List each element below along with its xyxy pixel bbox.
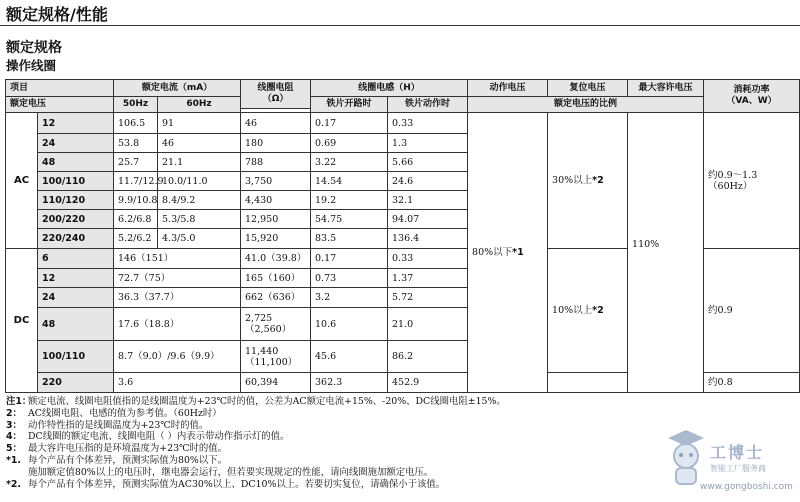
page-title: 额定规格/性能: [6, 5, 108, 24]
ac-current-50hz: 9.9/10.8: [114, 191, 158, 210]
header-power-line2: （VA、W）: [726, 96, 777, 106]
dc-inductance-closed: 86.2: [388, 341, 468, 373]
dc-inductance-closed: 0.33: [388, 249, 468, 269]
ac-inductance-open: 83.5: [311, 229, 388, 249]
dc-coil-resistance: 41.0（39.8）: [241, 249, 311, 269]
dc-inductance-closed: 21.0: [388, 308, 468, 341]
ac-current-60hz: 21.1: [158, 153, 241, 172]
dc-rated-current: 72.7（75）: [114, 269, 241, 288]
must-operate-value: [468, 113, 548, 393]
ac-current-50hz: 5.2/6.2: [114, 229, 158, 249]
dc-rated-current: 146（151）: [114, 249, 241, 269]
must-release-dc-note: *2: [592, 305, 604, 316]
footnote-key: 2：: [6, 407, 22, 419]
dc-inductance-open: 45.6: [311, 341, 388, 373]
must-release-dc-text: 10%以上: [552, 305, 593, 316]
ac-current-60hz: 46: [158, 134, 241, 153]
footnote: [6, 420, 646, 432]
dc-coil-resistance-line1: 11,440: [245, 345, 279, 357]
ac-voltage: 100/110: [38, 172, 114, 191]
dc-coil-resistance: 60,394: [241, 373, 311, 393]
ac-current-50hz: 25.7: [114, 153, 158, 172]
ac-inductance-closed: 1.3: [388, 134, 468, 153]
dc-inductance-open: 0.17: [311, 249, 388, 269]
ac-coil-resistance: 180: [241, 134, 311, 153]
ac-inductance-open: 54.75: [311, 210, 388, 229]
footnote-text: 动作特性指的是线圈温度为+23℃时的值。: [28, 419, 209, 431]
power-ac-line2: （60Hz）: [708, 180, 753, 192]
header-coil-resistance-line2: （Ω）: [262, 94, 289, 104]
must-release-ac-text: 30%以上: [552, 175, 593, 186]
dc-voltage: 6: [38, 249, 114, 269]
ac-coil-resistance: 12,950: [241, 210, 311, 229]
header-armature-open: 铁片开路时: [311, 97, 388, 113]
title-divider: [0, 25, 800, 26]
ac-coil-resistance: 3,750: [241, 172, 311, 191]
dc-inductance-closed: 1.37: [388, 269, 468, 288]
ac-current-60hz: 10.0/11.0: [158, 172, 241, 191]
coil-spec-table: [5, 79, 800, 393]
ac-current-60hz: 5.3/5.8: [158, 210, 241, 229]
ac-coil-resistance: 788: [241, 153, 311, 172]
header-item: 项目: [6, 80, 114, 97]
must-operate-note: *1: [512, 247, 524, 258]
must-release-dc-value: [548, 249, 628, 373]
power-dc-value: 约0.9: [704, 249, 800, 373]
ac-inductance-open: 0.69: [311, 134, 388, 153]
footnote-text: AC线圈电阻、电感的值为参考值。（60Hz时）: [28, 407, 222, 419]
footnotes: [6, 396, 646, 490]
header-rated-ratio: 额定电压的比例: [468, 97, 704, 113]
watermark: [660, 418, 795, 498]
header-must-operate: 动作电压: [468, 80, 548, 97]
header-armature-closed: 铁片动作时: [388, 97, 468, 113]
dc-inductance-open: 362.3: [311, 373, 388, 393]
dc-coil-resistance-line1: 2,725: [245, 313, 273, 324]
dc-rated-current: 8.7（9.0）/9.6（9.9）: [114, 341, 241, 373]
ac-current-60hz: 91: [158, 113, 241, 134]
must-operate-text: 80%以下: [472, 247, 513, 258]
dc-inductance-open: 3.2: [311, 288, 388, 308]
header-max-voltage: 最大容许电压: [628, 80, 704, 97]
footnote-key: 3：: [6, 419, 22, 431]
header-coil-resistance: [241, 80, 311, 109]
dc-coil-resistance: [241, 341, 311, 373]
dc-inductance-closed: 452.9: [388, 373, 468, 393]
dc-rated-current: 3.6: [114, 373, 241, 393]
header-coil-inductance: 线圈电感（H）: [311, 80, 468, 97]
ac-current-50hz: 6.2/6.8: [114, 210, 158, 229]
dc-voltage: 100/110: [38, 341, 114, 373]
dc-coil-resistance: [241, 308, 311, 341]
ac-current-50hz: 106.5: [114, 113, 158, 134]
mascot-icon: [664, 428, 708, 488]
ac-current-60hz: 8.4/9.2: [158, 191, 241, 210]
power-dc-220-value: 约0.8: [704, 373, 800, 393]
ac-voltage: 48: [38, 153, 114, 172]
footnote-text: 额定电流、线圈电阻值指的是线圈温度为+23℃时的值，公差为AC额定电流+15%、-20%、DC线圈电阻±15%。: [28, 396, 506, 407]
footnote-key: *2.: [6, 478, 21, 490]
footnote: [6, 443, 646, 455]
header-rated-voltage: 额定电压: [6, 97, 114, 113]
ac-inductance-closed: 94.07: [388, 210, 468, 229]
ac-inductance-closed: 0.33: [388, 113, 468, 134]
footnote: [6, 396, 646, 408]
ac-inductance-closed: 24.6: [388, 172, 468, 191]
ac-row: [6, 113, 800, 134]
footnote: [6, 408, 646, 420]
ac-coil-resistance: 15,920: [241, 229, 311, 249]
dc-coil-resistance-line2: （11,100）: [245, 356, 298, 368]
footnote-text: 施加额定值80%以上的电压时，继电器会运行，但若要实现规定的性能，请向线圈施加额定电压。: [28, 466, 434, 478]
ac-voltage: 110/120: [38, 191, 114, 210]
header-power: [704, 80, 800, 113]
dc-voltage: 220: [38, 373, 114, 393]
header-60hz: 60Hz: [158, 97, 241, 113]
footnote: [6, 431, 646, 443]
ac-inductance-open: 3.22: [311, 153, 388, 172]
power-ac-value: [704, 113, 800, 249]
ac-voltage: 24: [38, 134, 114, 153]
dc-voltage: 24: [38, 288, 114, 308]
footnote-text: 每个产品有个体差异，预测实际值为AC30%以上、DC10%以上。若要切实复位，请确保小于该值。: [28, 478, 446, 490]
header-rated-current: 额定电流（mA）: [114, 80, 241, 97]
ac-inductance-open: 0.17: [311, 113, 388, 134]
watermark-subtitle: 智能工厂服务商: [710, 464, 766, 473]
watermark-brand: 工博士: [710, 443, 765, 462]
header-row-2: [6, 97, 800, 109]
footnote-key: *1.: [6, 454, 21, 466]
header-50hz: 50Hz: [114, 97, 158, 113]
must-release-ac-note: *2: [592, 175, 604, 186]
dc-coil-resistance-line2: （2,560）: [245, 324, 292, 335]
power-ac-line1: 约0.9～1.3: [708, 169, 758, 181]
footnote-key: 4：: [6, 431, 22, 443]
section-title: 额定规格: [6, 40, 62, 56]
dc-inductance-closed: 5.72: [388, 288, 468, 308]
footnote-key: 5：: [6, 443, 22, 455]
header-power-line1: 消耗功率: [733, 85, 770, 95]
ac-current-50hz: 11.7/12.9: [114, 172, 158, 191]
header-row-1: [6, 80, 800, 97]
ac-inductance-open: 19.2: [311, 191, 388, 210]
ac-voltage: 12: [38, 113, 114, 134]
dc-coil-resistance: 165（160）: [241, 269, 311, 288]
footnote-text: DC线圈的额定电流、线圈电阻（ ）内表示带动作指示灯的值。: [28, 431, 290, 443]
footnote: [6, 467, 646, 479]
ac-voltage: 200/220: [38, 210, 114, 229]
ac-inductance-closed: 136.4: [388, 229, 468, 249]
watermark-url: www.gongboshi.com: [700, 482, 793, 492]
must-release-dc-220-blank: [548, 373, 628, 393]
dc-inductance-open: 0.73: [311, 269, 388, 288]
dc-rated-current: 36.3（37.7）: [114, 288, 241, 308]
ac-voltage: 220/240: [38, 229, 114, 249]
must-release-ac-value: [548, 113, 628, 249]
footnote: [6, 479, 646, 491]
header-must-release: 复位电压: [548, 80, 628, 97]
footnote-text: 最大容许电压指的是环境温度为+23℃时的值。: [28, 443, 228, 455]
ac-inductance-open: 14.54: [311, 172, 388, 191]
dc-inductance-open: 10.6: [311, 308, 388, 341]
section-subtitle: 操作线圈: [6, 58, 57, 73]
dc-voltage: 48: [38, 308, 114, 341]
footnote-key: 注1：: [6, 396, 32, 407]
ac-inductance-closed: 32.1: [388, 191, 468, 210]
ac-current-60hz: 4.3/5.0: [158, 229, 241, 249]
ac-coil-resistance: 46: [241, 113, 311, 134]
max-voltage-value: 110%: [628, 113, 704, 393]
header-coil-resistance-line1: 线圈电阻: [257, 83, 294, 93]
dc-voltage: 12: [38, 269, 114, 288]
ac-coil-resistance: 4,430: [241, 191, 311, 210]
ac-current-50hz: 53.8: [114, 134, 158, 153]
ac-group-label: AC: [6, 113, 38, 249]
dc-coil-resistance: 662（636）: [241, 288, 311, 308]
dc-rated-current: 17.6（18.8）: [114, 308, 241, 341]
footnote-text: 每个产品有个体差异，预测实际值为80%以下。: [28, 454, 227, 466]
dc-group-label: DC: [6, 249, 38, 393]
footnote: [6, 455, 646, 467]
ac-inductance-closed: 5.66: [388, 153, 468, 172]
